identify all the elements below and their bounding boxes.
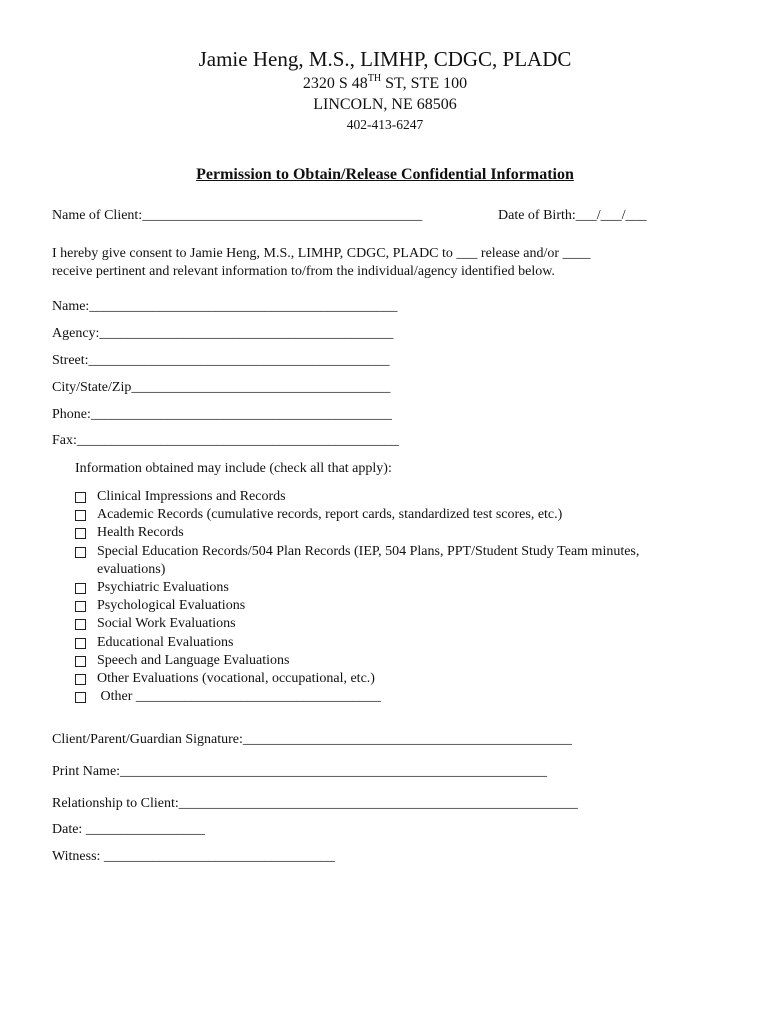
provider-phone: 402-413-6247 bbox=[346, 117, 424, 132]
checklist-label: Speech and Language Evaluations bbox=[97, 652, 290, 668]
information-checklist bbox=[75, 488, 695, 706]
checkbox[interactable] bbox=[75, 547, 86, 558]
provider-name: Jamie Heng, M.S., LIMHP, CDGC, PLADC bbox=[198, 47, 572, 71]
date-of-birth-field[interactable]: Date of Birth:___/___/___ bbox=[498, 208, 647, 223]
consent-line-2: receive pertinent and relevant information to/from the individual/agency identified below. bbox=[52, 264, 555, 279]
client-name-field[interactable]: Name of Client:________________________________________ bbox=[52, 208, 423, 223]
checklist-item[interactable] bbox=[75, 506, 695, 524]
checkbox[interactable] bbox=[75, 510, 86, 521]
agency-field[interactable]: Agency:__________________________________________ bbox=[52, 326, 394, 341]
street-number: 2320 S 48 bbox=[302, 75, 368, 92]
checklist-item-other[interactable] bbox=[75, 688, 695, 706]
form-heading: Permission to Obtain/Release Confidential Information bbox=[196, 166, 574, 183]
checklist-label: Educational Evaluations bbox=[97, 634, 234, 650]
checkbox[interactable] bbox=[75, 638, 86, 649]
checklist-label: Psychiatric Evaluations bbox=[97, 580, 229, 596]
date-field[interactable]: Date: _________________ bbox=[52, 822, 205, 837]
checkbox[interactable] bbox=[75, 692, 86, 703]
information-intro: Information obtained may include (check all that apply): bbox=[75, 461, 392, 476]
checklist-item[interactable] bbox=[75, 597, 695, 615]
print-name-field[interactable]: Print Name:_____________________________________________________________ bbox=[52, 764, 548, 779]
checklist-label: Psychological Evaluations bbox=[97, 598, 246, 614]
street-name: ST, STE 100 bbox=[381, 75, 468, 92]
checklist-label: Other Evaluations (vocational, occupational, etc.) bbox=[97, 671, 375, 687]
checkbox[interactable] bbox=[75, 492, 86, 503]
checkbox[interactable] bbox=[75, 528, 86, 539]
checklist-label[interactable]: Other ___________________________________ bbox=[97, 689, 381, 705]
checklist-item[interactable] bbox=[75, 488, 695, 506]
provider-street-address bbox=[0, 75, 770, 93]
checklist-label: Clinical Impressions and Records bbox=[97, 489, 286, 504]
checklist-label: Academic Records (cumulative records, report cards, standardized test scores, etc.) bbox=[97, 507, 563, 523]
checklist-label: Health Records bbox=[97, 525, 184, 541]
street-ordinal-suffix: TH bbox=[367, 73, 382, 84]
consent-line-1[interactable]: I hereby give consent to Jamie Heng, M.S., LIMHP, CDGC, PLADC to ___ release and/or ____ bbox=[52, 246, 591, 261]
checklist-item[interactable] bbox=[75, 579, 695, 597]
consent-statement[interactable] bbox=[52, 245, 672, 281]
checklist-label: Social Work Evaluations bbox=[97, 616, 236, 632]
signature-field[interactable]: Client/Parent/Guardian Signature:_______________________________________________ bbox=[52, 732, 572, 747]
city-state-zip-field[interactable]: City/State/Zip_____________________________________ bbox=[52, 380, 391, 395]
relationship-field[interactable]: Relationship to Client:_________________________________________________________ bbox=[52, 796, 578, 811]
witness-field[interactable]: Witness: _________________________________ bbox=[52, 849, 335, 864]
checkbox[interactable] bbox=[75, 619, 86, 630]
checklist-item[interactable] bbox=[75, 543, 695, 579]
checklist-item[interactable] bbox=[75, 524, 695, 542]
checklist-item[interactable] bbox=[75, 634, 695, 652]
phone-field[interactable]: Phone:___________________________________________ bbox=[52, 407, 392, 422]
provider-city-address: LINCOLN, NE 68506 bbox=[313, 96, 457, 113]
checklist-label: Special Education Records/504 Plan Records (IEP, 504 Plans, PPT/Student Study Team minutes, evaluations) bbox=[97, 543, 640, 577]
checklist-item[interactable] bbox=[75, 615, 695, 633]
checkbox[interactable] bbox=[75, 583, 86, 594]
checkbox[interactable] bbox=[75, 656, 86, 667]
checkbox[interactable] bbox=[75, 674, 86, 685]
checklist-item[interactable] bbox=[75, 670, 695, 688]
checklist-item[interactable] bbox=[75, 652, 695, 670]
checkbox[interactable] bbox=[75, 601, 86, 612]
street-field[interactable]: Street:___________________________________________ bbox=[52, 353, 390, 368]
fax-field[interactable]: Fax:______________________________________________ bbox=[52, 433, 399, 448]
recipient-name-field[interactable]: Name:____________________________________________ bbox=[52, 299, 398, 314]
